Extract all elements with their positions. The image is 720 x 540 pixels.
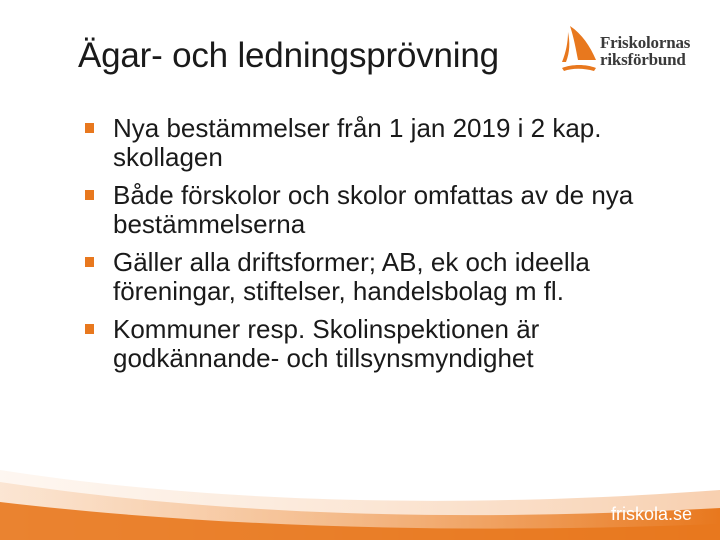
- square-bullet-icon: [85, 123, 94, 133]
- bullet-item: [84, 114, 674, 172]
- bullet-text: Nya bestämmelser från 1 jan 2019 i 2 kap. skollagen: [113, 113, 602, 172]
- bullet-text: Gäller alla driftsformer; AB, ek och ideella föreningar, stiftelser, handelsbolag m fl.: [113, 247, 590, 306]
- square-bullet-icon: [85, 324, 94, 334]
- bullet-item: [84, 315, 674, 373]
- sail-icon: [560, 24, 598, 76]
- bullet-item: [84, 181, 674, 239]
- logo-text-line1: Friskolornas: [600, 33, 691, 52]
- square-bullet-icon: [85, 257, 94, 267]
- bullet-item: [84, 248, 674, 306]
- bullet-text: Kommuner resp. Skolinspektionen är godkännande- och tillsynsmyndighet: [113, 314, 540, 373]
- slide-title: Ägar- och ledningsprövning: [78, 36, 499, 75]
- footer-url[interactable]: friskola.se: [610, 504, 692, 524]
- bullet-text: Både förskolor och skolor omfattas av de nya bestämmelserna: [113, 180, 634, 239]
- square-bullet-icon: [85, 190, 94, 200]
- bullet-list: [84, 114, 674, 382]
- logo-text-line2: riksförbund: [600, 50, 686, 69]
- logo: [560, 24, 700, 80]
